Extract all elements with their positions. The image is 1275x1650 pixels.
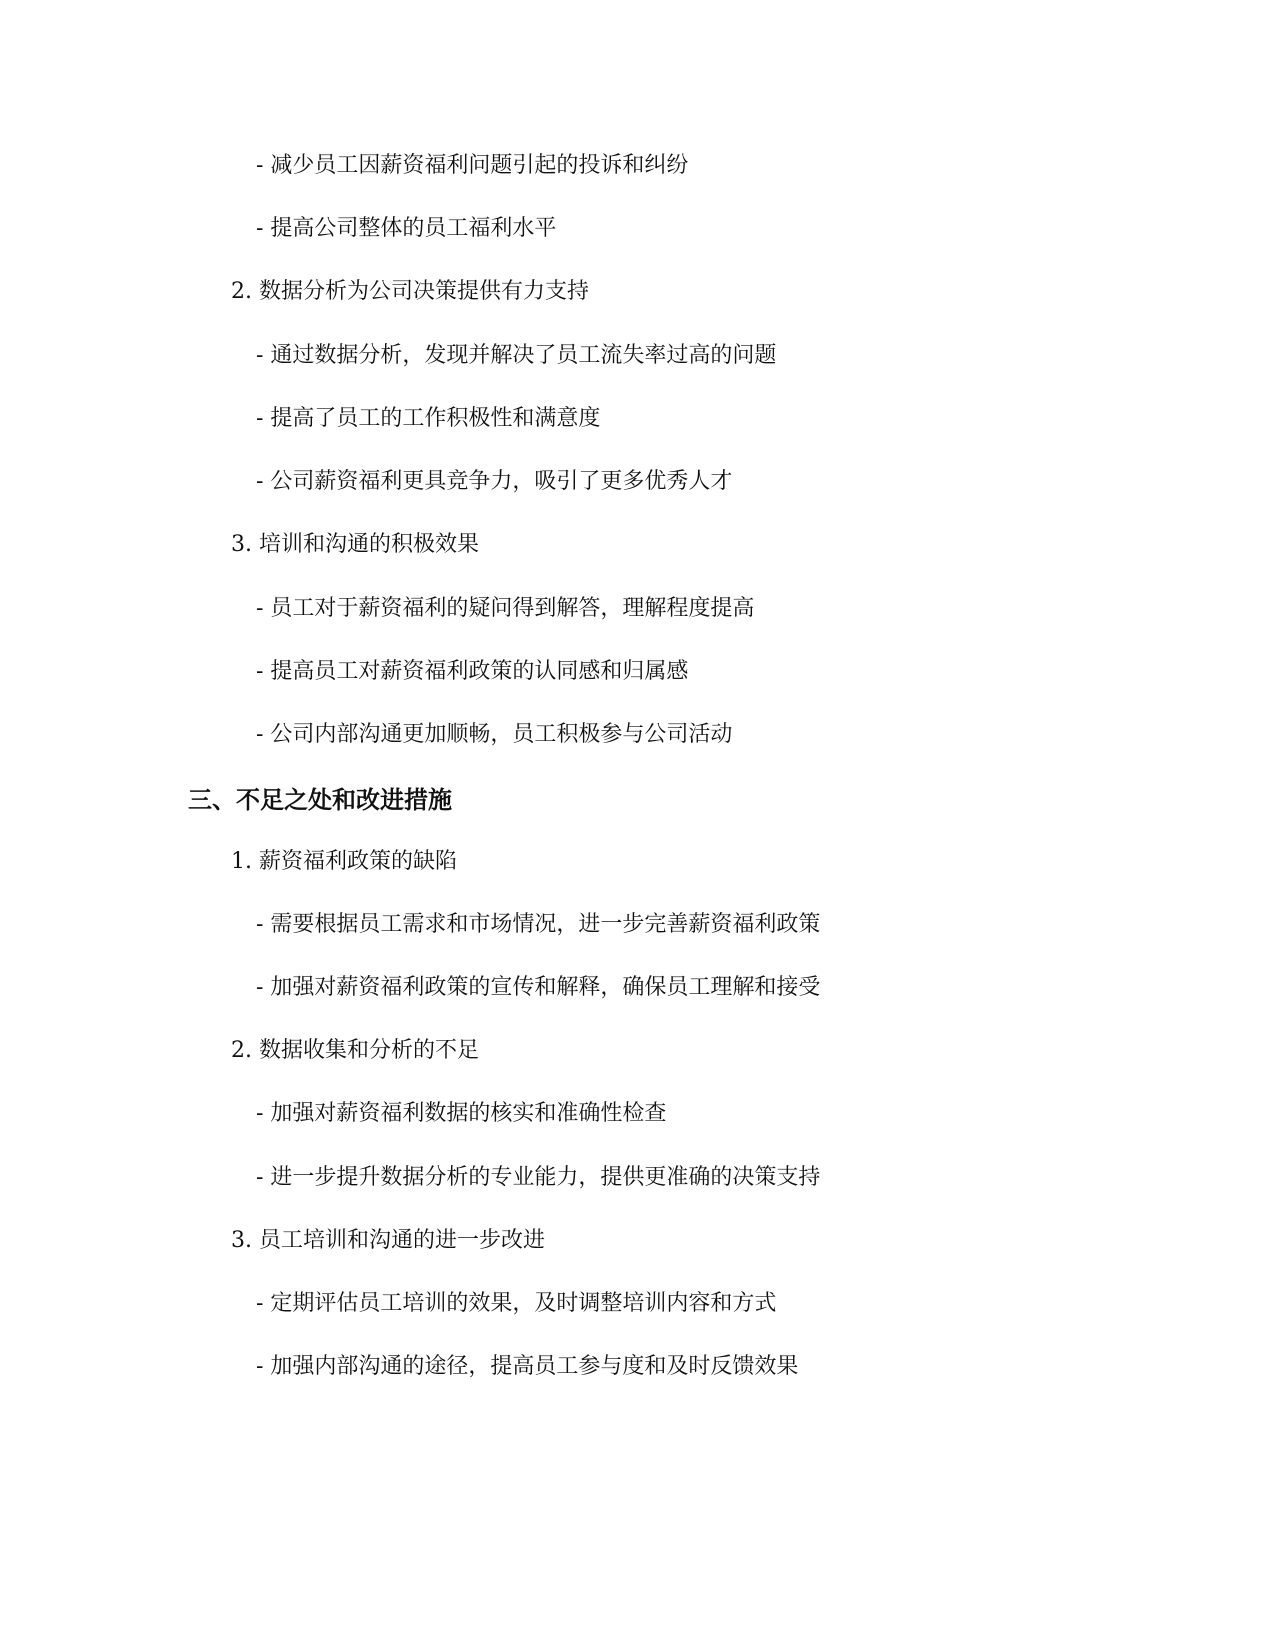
bullet-data-verification: - 加强对薪资福利数据的核实和准确性检查	[256, 1101, 667, 1126]
bullet-policy-identification: - 提高员工对薪资福利政策的认同感和归属感	[256, 659, 689, 684]
bullet-reduce-complaints: - 减少员工因薪资福利问题引起的投诉和纠纷	[256, 153, 689, 178]
section-heading-shortcomings: 三、不足之处和改进措施	[188, 786, 452, 814]
bullet-communication-channels: - 加强内部沟通的途径，提高员工参与度和及时反馈效果	[256, 1354, 799, 1379]
bullet-motivation-satisfaction: - 提高了员工的工作积极性和满意度	[256, 406, 601, 431]
bullet-training-evaluation: - 定期评估员工培训的效果，及时调整培训内容和方式	[256, 1291, 777, 1316]
item-training-improvement: 3. 员工培训和沟通的进一步改进	[231, 1228, 545, 1253]
bullet-internal-communication: - 公司内部沟通更加顺畅，员工积极参与公司活动	[256, 722, 733, 747]
bullet-raise-welfare-level: - 提高公司整体的员工福利水平	[256, 216, 557, 241]
bullet-turnover-problem: - 通过数据分析，发现并解决了员工流失率过高的问题	[256, 343, 777, 368]
item-policy-defects: 1. 薪资福利政策的缺陷	[231, 849, 457, 874]
item-data-insufficiency: 2. 数据收集和分析的不足	[231, 1038, 479, 1063]
item-data-analysis-support: 2. 数据分析为公司决策提供有力支持	[231, 279, 589, 304]
bullet-improve-policy: - 需要根据员工需求和市场情况，进一步完善薪资福利政策	[256, 912, 821, 937]
bullet-analysis-capability: - 进一步提升数据分析的专业能力，提供更准确的决策支持	[256, 1165, 821, 1190]
bullet-questions-answered: - 员工对于薪资福利的疑问得到解答，理解程度提高	[256, 596, 755, 621]
bullet-competitiveness: - 公司薪资福利更具竞争力，吸引了更多优秀人才	[256, 469, 733, 494]
item-training-communication-effect: 3. 培训和沟通的积极效果	[231, 532, 479, 557]
bullet-policy-publicity: - 加强对薪资福利政策的宣传和解释，确保员工理解和接受	[256, 975, 821, 1000]
